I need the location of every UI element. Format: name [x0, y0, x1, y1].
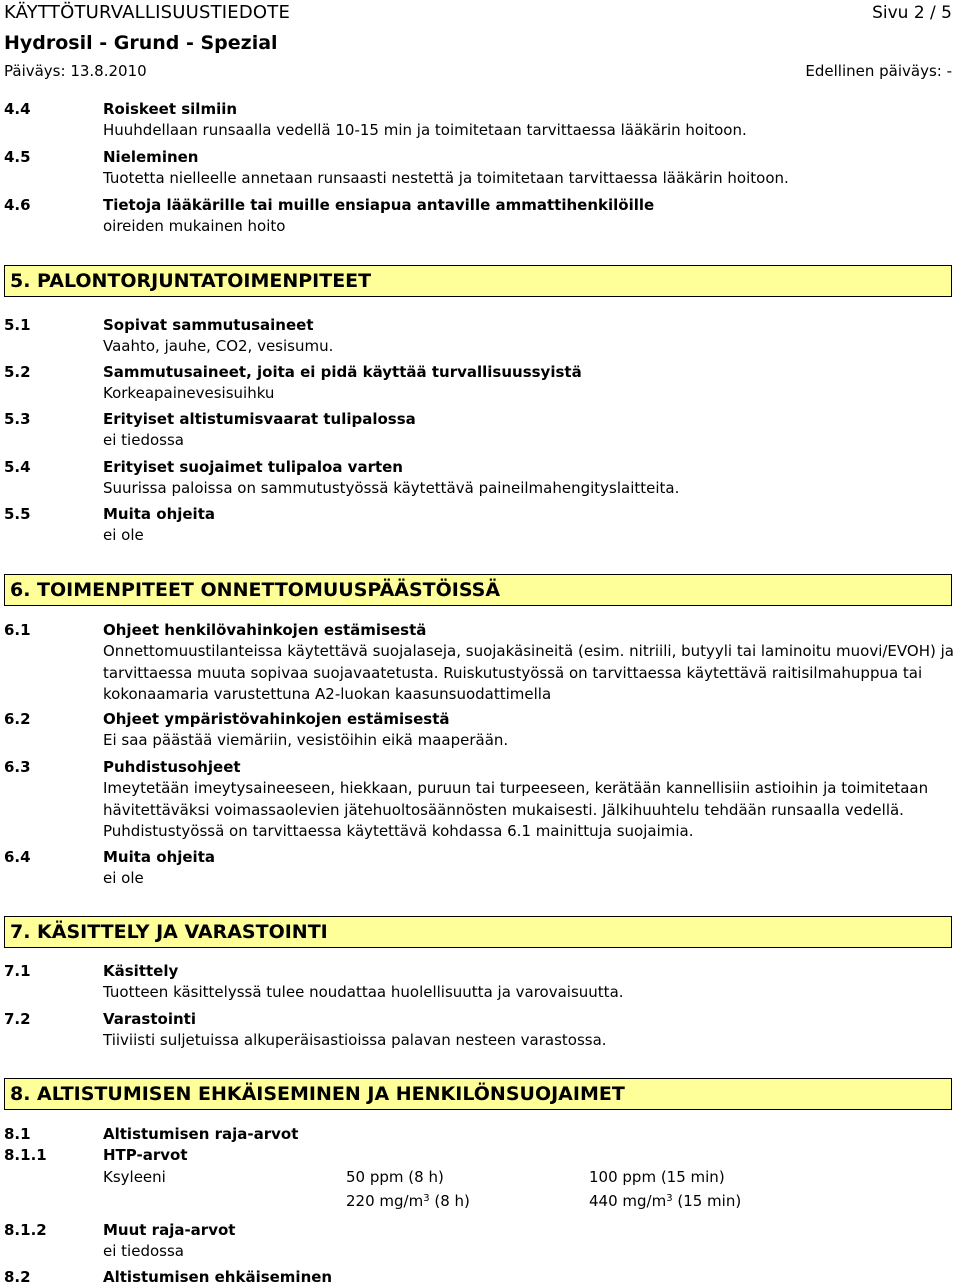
- page-number: Sivu 2 / 5: [872, 3, 952, 23]
- item-number: 7.1: [4, 962, 31, 980]
- item-6-1: [4, 620, 960, 706]
- item-title: Ohjeet henkilövahinkojen estämisestä: [103, 621, 427, 639]
- item-number: 5.4: [4, 458, 31, 476]
- document-header: [4, 2, 952, 23]
- item-title: Ohjeet ympäristövahinkojen estämisestä: [103, 710, 450, 728]
- item-8-2: [4, 1267, 332, 1288]
- item-text: Tiiviisti suljetuissa alkuperäisastioissa palavan nesteen varastossa.: [103, 1031, 607, 1049]
- substance-name: Ksyleeni: [103, 1168, 166, 1186]
- htp-row-mg: [4, 1188, 741, 1212]
- item-title: Nieleminen: [103, 148, 199, 166]
- item-text: ei ole: [103, 526, 144, 544]
- item-number: 5.2: [4, 363, 31, 381]
- item-number: 8.1: [4, 1125, 31, 1143]
- item-number: 8.1.2: [4, 1221, 47, 1239]
- item-number: 5.5: [4, 505, 31, 523]
- item-title: HTP-arvot: [103, 1146, 188, 1164]
- document-type: KÄYTTÖTURVALLISUUSTIEDOTE: [4, 2, 291, 23]
- product-name: Hydrosil - Grund - Spezial: [4, 32, 278, 54]
- item-number: 8.1.1: [4, 1146, 47, 1164]
- item-6-2: [4, 709, 960, 752]
- item-text: Ei saa päästää viemäriin, vesistöihin eikä maaperään.: [103, 731, 509, 749]
- item-number: 8.2: [4, 1268, 31, 1286]
- section-8-banner: 8. ALTISTUMISEN EHKÄISEMINEN JA HENKILÖNSUOJAIMET: [4, 1078, 952, 1110]
- item-5-5: [4, 504, 960, 547]
- item-4-5: [4, 147, 960, 190]
- item-title: Erityiset suojaimet tulipaloa varten: [103, 458, 403, 476]
- item-title: Erityiset altistumisvaarat tulipalossa: [103, 410, 416, 428]
- item-title: Käsittely: [103, 962, 179, 980]
- htp-15min-mg: 440 $mg/m^3$ (15 min): [589, 1192, 742, 1210]
- item-text: Tuotetta nielleelle annetaan runsaasti nestettä ja toimitetaan tarvittaessa lääkärin hoitoon.: [103, 169, 789, 187]
- item-8-1-2: [4, 1220, 960, 1263]
- htp-15min-ppm: 100 ppm (15 min): [589, 1168, 725, 1186]
- item-title: Altistumisen raja-arvot: [103, 1125, 299, 1143]
- item-number: 5.3: [4, 410, 31, 428]
- htp-8h-mg: 220 $mg/m^3$ (8 h): [346, 1192, 470, 1210]
- section-7-banner: 7. KÄSITTELY JA VARASTOINTI: [4, 916, 952, 948]
- item-text: ei tiedossa: [103, 431, 184, 449]
- htp-row-ppm: [4, 1166, 741, 1188]
- item-4-4: [4, 99, 960, 142]
- item-6-4: [4, 847, 960, 890]
- item-5-1: [4, 315, 960, 358]
- item-text: Vaahto, jauhe, CO2, vesisumu.: [103, 337, 334, 355]
- item-title: Muut raja-arvot: [103, 1221, 236, 1239]
- item-number: 6.4: [4, 848, 31, 866]
- item-title: Varastointi: [103, 1010, 196, 1028]
- item-8-1: [4, 1124, 298, 1145]
- item-text: ei ole: [103, 869, 144, 887]
- item-text: Suurissa paloissa on sammutustyössä käytettävä paineilmahengityslaitteita.: [103, 479, 680, 497]
- item-text: Onnettomuustilanteissa käytettävä suojalaseja, suojakäsineitä (esim. nitriili, butyyli tai laminoitu muovi/EVOH) ja tarvittaessa muuta sopivaa suojavaatetusta. Ruiskutustyössä on tarvittaessa käytettävä raitisilmahuppua tai kokonaamaria varustettuna A2-luokan kaasunsuodattimella: [103, 642, 954, 703]
- item-number: 6.3: [4, 758, 31, 776]
- item-title: Sopivat sammutusaineet: [103, 316, 314, 334]
- item-number: 6.2: [4, 710, 31, 728]
- item-number: 6.1: [4, 621, 31, 639]
- item-text: Tuotteen käsittelyssä tulee noudattaa huolellisuutta ja varovaisuutta.: [103, 983, 624, 1001]
- dates-row: [4, 62, 952, 80]
- htp-8h-ppm: 50 ppm (8 h): [346, 1168, 444, 1186]
- date: Päiväys: 13.8.2010: [4, 62, 147, 80]
- item-text: Huuhdellaan runsaalla vedellä 10-15 min ja toimitetaan tarvittaessa lääkärin hoitoon.: [103, 121, 747, 139]
- product-row: [4, 32, 952, 54]
- item-5-2: [4, 362, 960, 405]
- item-5-3: [4, 409, 960, 452]
- item-4-6: [4, 195, 960, 238]
- item-text: oireiden mukainen hoito: [103, 217, 286, 235]
- item-title: Roiskeet silmiin: [103, 100, 238, 118]
- previous-date: Edellinen päiväys: -: [805, 62, 952, 80]
- item-title: Muita ohjeita: [103, 505, 215, 523]
- item-title: Puhdistusohjeet: [103, 758, 241, 776]
- item-number: 4.5: [4, 148, 31, 166]
- item-title: Muita ohjeita: [103, 848, 215, 866]
- item-6-3: [4, 757, 960, 843]
- item-8-1-1: [4, 1145, 741, 1212]
- item-text: Imeytetään imeytysaineeseen, hiekkaan, puruun tai turpeeseen, kerätään kannellisiin astioihin ja toimitetaan hävitettäväksi voimassaolevien jätehuoltosäännösten mukaisesti. Jälkihuuhtelu tehdään runsaalla vedellä. Puhdistustyössä on tarvittaessa käytettävä kohdassa 6.1 mainittuja suojaimia.: [103, 779, 929, 840]
- section-5-banner: 5. PALONTORJUNTATOIMENPITEET: [4, 265, 952, 297]
- item-7-1: [4, 961, 960, 1004]
- item-text: ei tiedossa: [103, 1242, 184, 1260]
- item-number: 4.4: [4, 100, 31, 118]
- section-6-banner: 6. TOIMENPITEET ONNETTOMUUSPÄÄSTÖISSÄ: [4, 574, 952, 606]
- item-text: Korkeapainevesisuihku: [103, 384, 275, 402]
- item-5-4: [4, 457, 960, 500]
- item-number: 4.6: [4, 196, 31, 214]
- item-7-2: [4, 1009, 960, 1052]
- item-title: Tietoja lääkärille tai muille ensiapua antaville ammattihenkilöille: [103, 196, 655, 214]
- item-title: Altistumisen ehkäiseminen: [103, 1268, 333, 1286]
- item-number: 7.2: [4, 1010, 31, 1028]
- item-number: 5.1: [4, 316, 31, 334]
- item-title: Sammutusaineet, joita ei pidä käyttää turvallisuussyistä: [103, 363, 582, 381]
